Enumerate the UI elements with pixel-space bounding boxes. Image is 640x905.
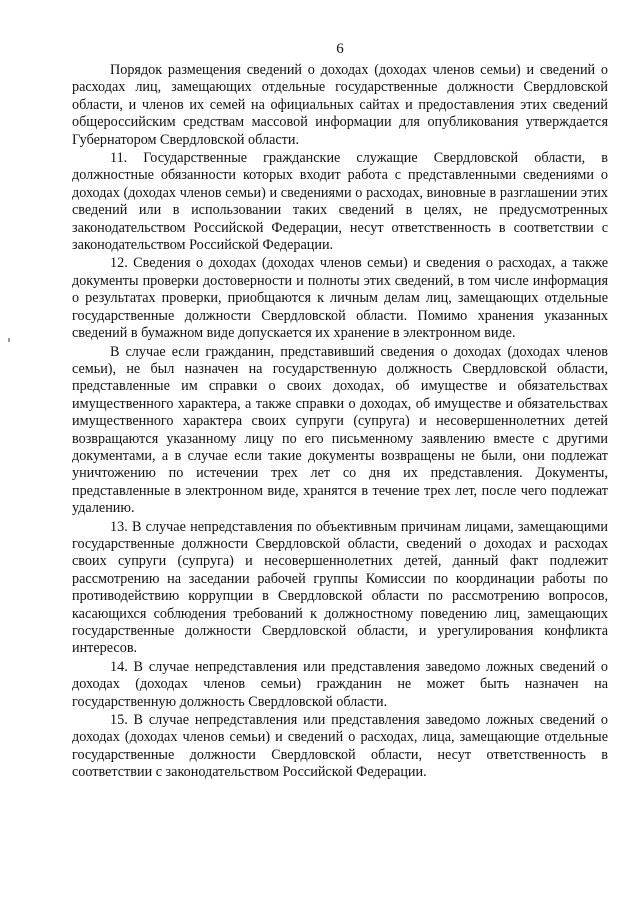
- paragraph-15: 15. В случае непредставления или представления заведомо ложных сведений о доходах (доходах членов семьи) и сведений о расходах, лица, замещающие отдельные государственные должности Свердловской области, несут ответственность в соответствии с законодательством Российской Федерации.: [72, 712, 608, 781]
- paragraph-placement-order: Порядок размещения сведений о доходах (доходах членов семьи) и сведений о расходах лиц, замещающих отдельные государственные должности Свердловской области, и членов их семей на официальных сайтах и предоставления этих сведений общероссийским средствам массовой информации для опубликования утверждается Губернатором Свердловской области.: [72, 62, 608, 148]
- paragraph-13: 13. В случае непредставления по объективным причинам лицами, замещающими государственные должности Свердловской области, сведений о доходах и расходах своих супруги (супруга) и несовершеннолетних детей, данный факт подлежит рассмотрению на заседании рабочей группы Комиссии по координации работы по противодействию коррупции в Свердловской области по рассмотрению вопросов, касающихся соблюдения требований к должностному поведению лиц, замещающих государственные должности Свердловской области, и урегулирования конфликта интересов.: [72, 518, 608, 657]
- document-page: [72, 40, 608, 782]
- paragraph-11: 11. Государственные гражданские служащие Свердловской области, в должностные обязанности которых входит работа с представленными сведениями о доходах (доходах членов семьи) и сведениями о расходах, виновные в разглашении этих сведений или в использовании таких сведений в целях, не предусмотренных законодательством Российской Федерации, несут ответственность в соответствии с законодательством Российской Федерации.: [72, 150, 608, 254]
- paragraph-12: 12. Сведения о доходах (доходах членов семьи) и сведения о расходах, а также документы проверки достоверности и полноты этих сведений, в том числе информация о результатах проверки, приобщаются к личным делам лиц, замещающих отдельные государственные должности Свердловской области. Помимо хранения указанных сведений в бумажном виде допускается их хранение в электронном виде.: [72, 255, 608, 342]
- paragraph-12-continued: В случае если гражданин, представивший сведения о доходах (доходах членов семьи), не был назначен на государственную должность Свердловской области, представленные им справки о своих доходах, об имуществе и обязательствах имущественного характера, а также справки о доходах, об имуществе и обязательствах имущественного характера своих супруги (супруга) и несовершеннолетних детей возвращаются указанному лицу по его письменному заявлению вместе с другими документами, а в случае если такие документы возвращены не были, они подлежат уничтожению по истечении трех лет со дня их представления. Документы, представленные в электронном виде, хранятся в течение трех лет, после чего подлежат удалению.: [72, 343, 608, 517]
- page-number: 6: [336, 41, 344, 57]
- paragraph-14: 14. В случае непредставления или представления заведомо ложных сведений о доходах (доходах членов семьи) гражданин не может быть назначен на государственную должность Свердловской области.: [72, 658, 608, 710]
- margin-mark: [8, 338, 10, 342]
